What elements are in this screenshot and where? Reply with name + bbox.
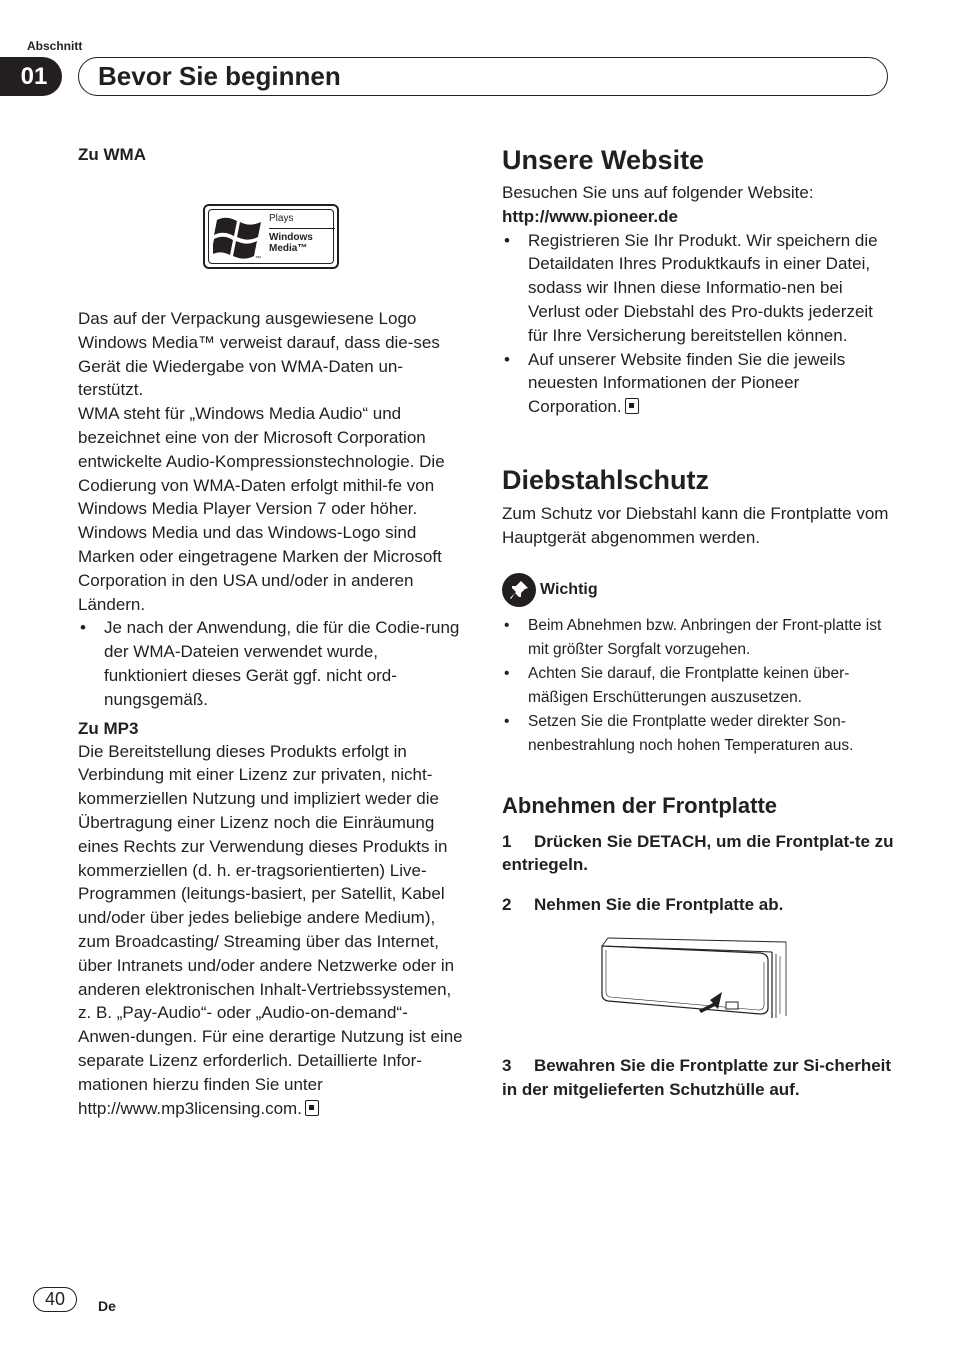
important-bullet: • Beim Abnehmen bzw. Anbringen der Front-platte ist mit größter Sorgfalt vorzugehen. xyxy=(502,614,894,662)
website-intro: Besuchen Sie uns auf folgender Website: xyxy=(502,183,814,202)
website-bullet xyxy=(502,348,894,419)
website-heading: Unsere Website xyxy=(502,145,705,175)
theft-heading: Diebstahlschutz xyxy=(502,464,710,495)
website-bullet-text: Auf unserer Website finden Sie die jeweils neuesten Informationen der Pioneer Corporation. xyxy=(528,349,846,417)
end-mark-icon xyxy=(625,398,639,414)
step-3 xyxy=(502,1054,894,1101)
step-text: Drücken Sie DETACH, um die Frontplat-te zu entriegeln. xyxy=(502,831,894,875)
mp3-paragraph-text: Die Bereitstellung dieses Produkts erfolgt in Verbindung mit einer Lizenz zur privaten, nicht-kommerziellen Nutzung und impliziert weder die Übertragung einer Lizenz noch die Einräumung eines Rechts zur Verwendung dieses Produkts in kommerziellen (d. h. er-tragsorientierten) Live-Programmen (leitungs-basiert, per Satellit, Kabel und/oder über jedes beliebige andere Medium), zum Broadcasting/ Streaming über das Internet, über Intranets und/oder andere Netzwerke oder in anderen elektronischen Inhalt-Vertriebssystemen, z. B. „Pay-Audio“- oder „Audio-on-demand“-Anwen-dungen. Für eine derartige Nutzung ist eine separate Lizenz erforderlich. Detaillierte Infor-mationen hierzu finden Sie unter http://www.mp3licensing.com. xyxy=(78,741,463,1118)
faceplate-removal-illustration xyxy=(600,934,790,1024)
wma-paragraph-3: Windows Media und das Windows-Logo sind Marken oder eingetragene Marken der Microsoft Corporation in den USA und/oder in anderen Ländern. xyxy=(78,523,442,614)
important-label: Wichtig xyxy=(540,580,598,598)
language-code: De xyxy=(98,1298,116,1314)
step-number: 3 xyxy=(502,1056,512,1076)
removal-heading: Abnehmen der Frontplatte xyxy=(502,792,778,818)
step-1 xyxy=(502,830,894,877)
logo-windows-text: Windows xyxy=(269,232,313,243)
website-bullet: • Registrieren Sie Ihr Produkt. Wir speichern die Detaildaten Ihres Produktkaufs in einer Datei, sodass wir Ihnen diese Informatio-nen bei Verlust oder Diebstahl des Pro-dukts jederzeit für Ihre Versicherung bereitstellen können. xyxy=(502,229,894,348)
wma-heading: Zu WMA xyxy=(78,145,146,164)
important-note-header xyxy=(502,573,894,607)
step-number: 2 xyxy=(502,894,512,914)
right-column xyxy=(502,144,894,1101)
windows-media-logo xyxy=(203,204,339,269)
important-bullet: • Setzen Sie die Frontplatte weder direkter Son-nenbestrahlung noch hohen Temperaturen aus. xyxy=(502,710,894,758)
page-number: 40 xyxy=(33,1287,77,1312)
logo-tm: ™ xyxy=(255,256,261,262)
wma-paragraph-2: WMA steht für „Windows Media Audio“ und bezeichnet eine von der Microsoft Corporation entwickelte Audio-Kompressionstechnologie. Die Codierung von WMA-Daten erfolgt mithil-fe von Windows Media Player Version 7 oder höher. xyxy=(78,404,445,519)
step-2 xyxy=(502,893,894,917)
theft-intro: Zum Schutz vor Diebstahl kann die Frontplatte vom Hauptgerät abgenommen werden. xyxy=(502,503,889,547)
important-bullet: • Achten Sie darauf, die Frontplatte keinen über-mäßigen Erschütterungen auszusetzen. xyxy=(502,662,894,710)
logo-media-text: Media™ xyxy=(269,243,308,254)
pushpin-icon xyxy=(502,573,536,607)
step-text: Bewahren Sie die Frontplatte zur Si-cherheit in der mitgelieferten Schutzhülle auf. xyxy=(502,1056,892,1099)
website-url[interactable]: http://www.pioneer.de xyxy=(502,206,678,226)
step-number: 1 xyxy=(502,831,512,851)
wma-paragraph-1: Das auf der Verpackung ausgewiesene Logo Windows Media™ verweist darauf, dass die-ses Gerät die Wiedergabe von WMA-Daten un-terstützt. xyxy=(78,309,440,400)
chapter-number-badge: 01 xyxy=(0,57,62,96)
chapter-title: Bevor Sie beginnen xyxy=(98,61,341,91)
section-label: Abschnitt xyxy=(27,39,83,53)
mp3-paragraph xyxy=(78,740,464,1121)
mp3-heading: Zu MP3 xyxy=(78,718,139,738)
step-text: Nehmen Sie die Frontplatte ab. xyxy=(534,894,784,914)
logo-plays-text: Plays xyxy=(269,213,294,224)
wma-bullet: • Je nach der Anwendung, die für die Codie-rung der WMA-Dateien verwendet wurde, funktioniert dieses Gerät ggf. nicht ord-nungsgemäß. xyxy=(78,616,464,711)
end-mark-icon xyxy=(305,1100,319,1116)
left-column xyxy=(78,144,464,1120)
